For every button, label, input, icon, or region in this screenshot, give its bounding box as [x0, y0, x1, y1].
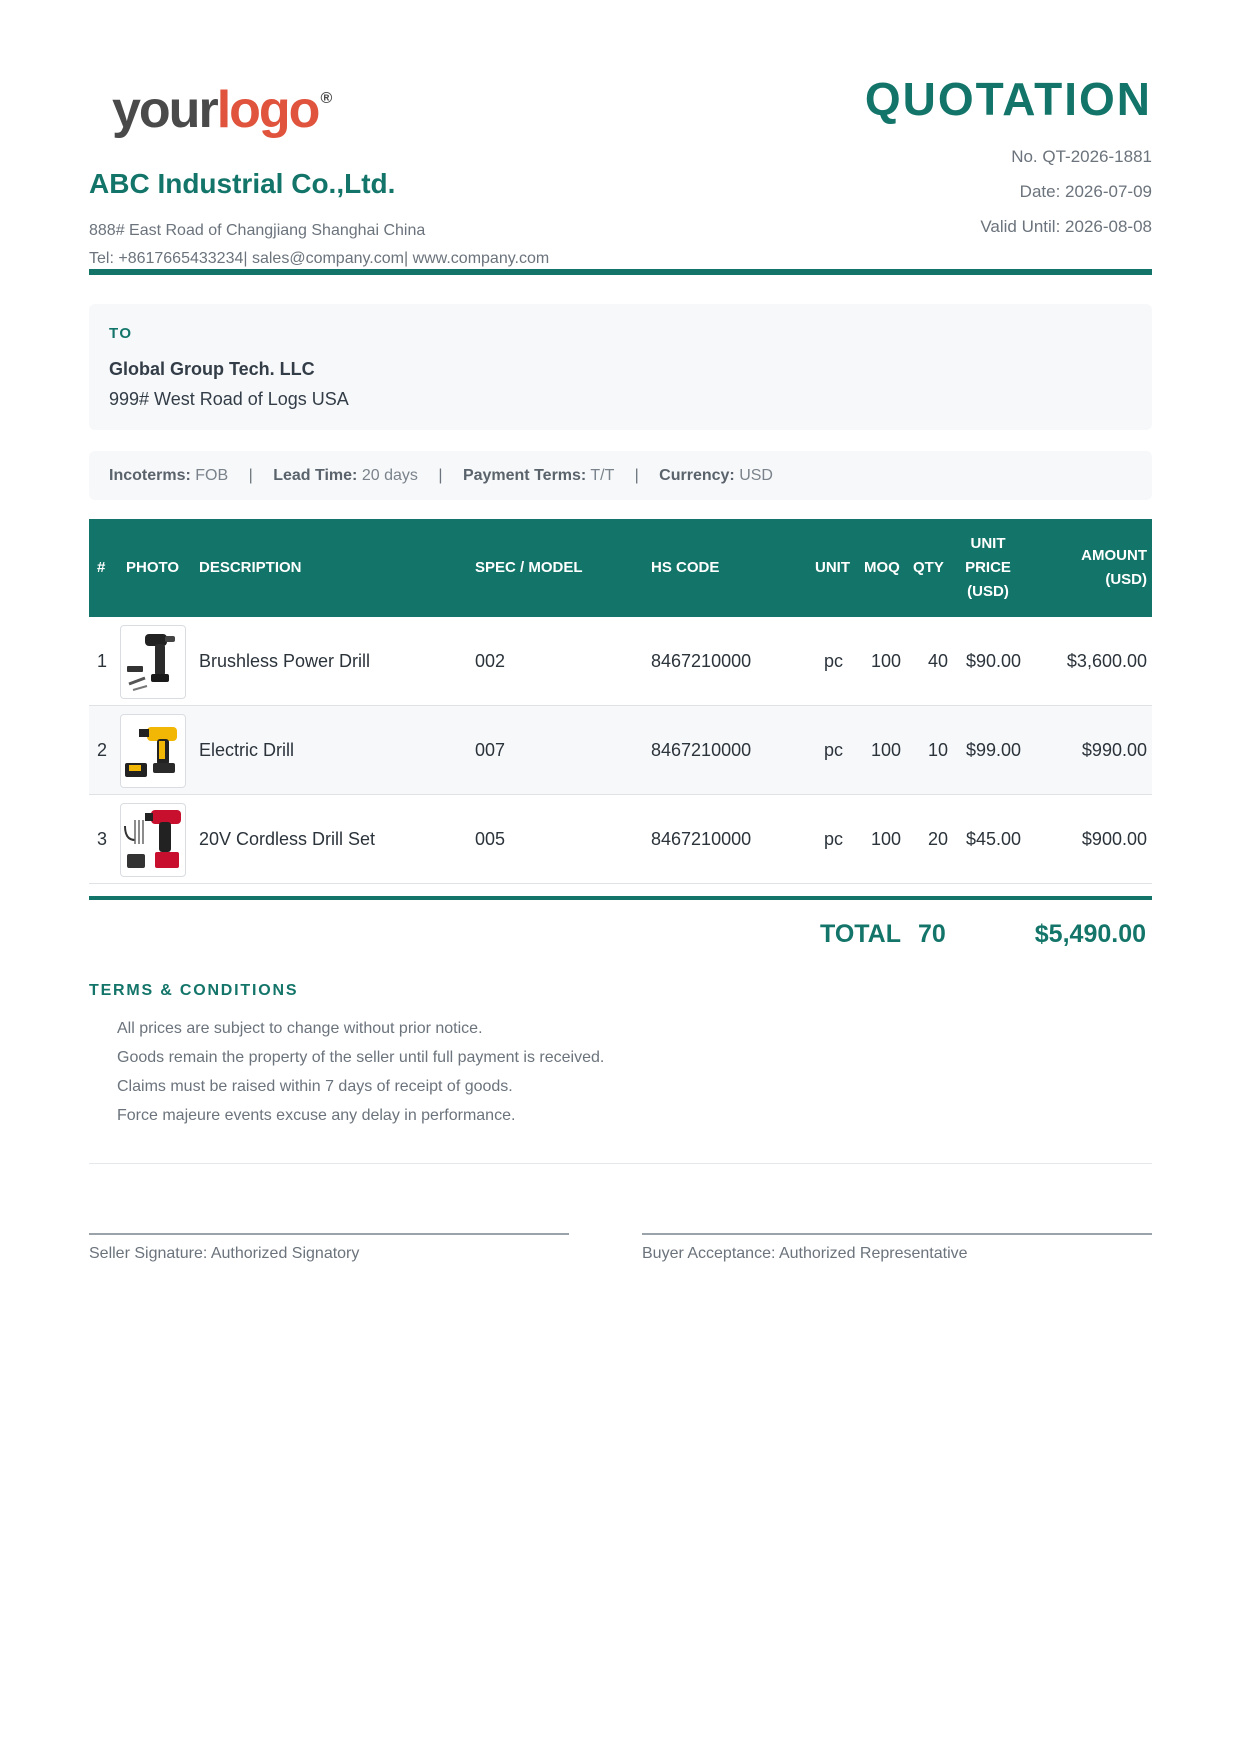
- cordless-drill-set-photo-icon: [120, 803, 186, 877]
- col-photo: PHOTO: [126, 559, 180, 576]
- logo-text-logo: logo: [216, 81, 319, 139]
- seller-name: ABC Industrial Co.,Ltd.: [89, 168, 396, 199]
- company-logo: [112, 78, 332, 142]
- col-moq: MOQ: [864, 559, 900, 576]
- item-qty: 10: [927, 740, 948, 760]
- item-amount: $900.00: [1081, 829, 1147, 849]
- incoterms-value: FOB: [195, 467, 229, 484]
- seller-details: [89, 217, 549, 273]
- item-moq: 100: [870, 651, 901, 671]
- seller-signature-line: [89, 1233, 569, 1235]
- electric-drill-photo-icon: [120, 714, 186, 788]
- item-qty: 20: [927, 829, 948, 849]
- terms-item: Goods remain the property of the seller until full payment is received.: [117, 1049, 605, 1066]
- item-moq: 100: [870, 829, 901, 849]
- quotation-date: Date: 2026-07-09: [1019, 182, 1152, 201]
- buyer-box: [89, 304, 1152, 430]
- buyer-signature-line: [642, 1233, 1152, 1235]
- terms-conditions-heading: TERMS & CONDITIONS: [89, 982, 299, 999]
- item-description: Electric Drill: [199, 740, 295, 760]
- total-label: TOTAL: [820, 920, 902, 948]
- lead-time-label: Lead Time:: [273, 467, 358, 484]
- payment-terms-label: Payment Terms:: [462, 467, 587, 484]
- item-amount: $990.00: [1081, 740, 1147, 760]
- table-bottom-divider: [89, 896, 1152, 900]
- document-title: QUOTATION: [864, 73, 1152, 125]
- seller-signature-label: Seller Signature: Authorized Signatory: [89, 1245, 360, 1262]
- item-hs-code: 8467210000: [651, 829, 752, 849]
- buyer-label: TO: [109, 325, 133, 342]
- separator: |: [438, 467, 443, 484]
- header-divider: [89, 269, 1152, 275]
- item-unit-price: $90.00: [965, 651, 1021, 671]
- quotation-meta: [980, 146, 1152, 251]
- item-unit: pc: [824, 740, 844, 760]
- col-number: #: [97, 559, 106, 576]
- item-moq: 100: [870, 740, 901, 760]
- item-description: Brushless Power Drill: [199, 651, 371, 671]
- registered-mark: ®: [320, 90, 333, 107]
- col-amount: AMOUNT (USD): [1081, 547, 1147, 588]
- table-row: [89, 706, 1152, 795]
- item-unit: pc: [824, 829, 844, 849]
- trade-terms-bar: [89, 451, 1152, 500]
- separator: |: [634, 467, 639, 484]
- item-unit-price: $45.00: [965, 829, 1021, 849]
- col-spec-model: SPEC / MODEL: [475, 559, 583, 576]
- buyer-signature-label: Buyer Acceptance: Authorized Representative: [642, 1245, 968, 1262]
- seller-contact: Tel: +8617665433234| sales@company.com| www.company.com: [89, 250, 550, 267]
- item-spec: 007: [475, 740, 506, 760]
- separator: |: [248, 467, 253, 484]
- terms-item: All prices are subject to change without prior notice.: [117, 1020, 483, 1037]
- quotation-number: No. QT-2026-1881: [1011, 147, 1152, 166]
- item-hs-code: 8467210000: [651, 740, 752, 760]
- item-unit: pc: [824, 651, 844, 671]
- buyer-address: 999# West Road of Logs USA: [109, 389, 349, 409]
- quotation-valid-until: Valid Until: 2026-08-08: [980, 217, 1152, 236]
- terms-conditions-list: [117, 1014, 604, 1130]
- row-number: 2: [97, 740, 108, 760]
- col-description: DESCRIPTION: [199, 559, 302, 576]
- item-spec: 002: [475, 651, 506, 671]
- col-unit-price: UNIT PRICE (USD): [965, 535, 1011, 600]
- payment-terms-value: T/T: [590, 467, 615, 484]
- col-unit: UNIT: [815, 559, 850, 576]
- currency-value: USD: [739, 467, 773, 484]
- row-number: 3: [97, 829, 108, 849]
- total-amount: $5,490.00: [1034, 920, 1146, 948]
- section-divider: [89, 1163, 1152, 1164]
- items-table-header: [89, 519, 1152, 617]
- terms-item: Claims must be raised within 7 days of receipt of goods.: [117, 1078, 513, 1095]
- brushless-drill-photo-icon: [120, 625, 186, 699]
- total-quantity: 70: [918, 920, 946, 948]
- item-description: 20V Cordless Drill Set: [199, 829, 376, 849]
- col-qty: QTY: [913, 559, 944, 576]
- terms-item: Force majeure events excuse any delay in performance.: [117, 1107, 516, 1124]
- item-spec: 005: [475, 829, 506, 849]
- table-row: [89, 795, 1152, 884]
- table-row: [89, 617, 1152, 706]
- row-number: 1: [97, 651, 108, 671]
- item-amount: $3,600.00: [1066, 651, 1147, 671]
- item-hs-code: 8467210000: [651, 651, 752, 671]
- buyer-name: Global Group Tech. LLC: [109, 359, 315, 379]
- item-unit-price: $99.00: [965, 740, 1021, 760]
- seller-address: 888# East Road of Changjiang Shanghai China: [89, 222, 426, 239]
- currency-label: Currency:: [659, 467, 735, 484]
- item-qty: 40: [927, 651, 948, 671]
- lead-time-value: 20 days: [361, 467, 418, 484]
- col-hs-code: HS CODE: [651, 559, 720, 576]
- incoterms-label: Incoterms:: [109, 467, 191, 484]
- logo-text-your: your: [112, 81, 217, 139]
